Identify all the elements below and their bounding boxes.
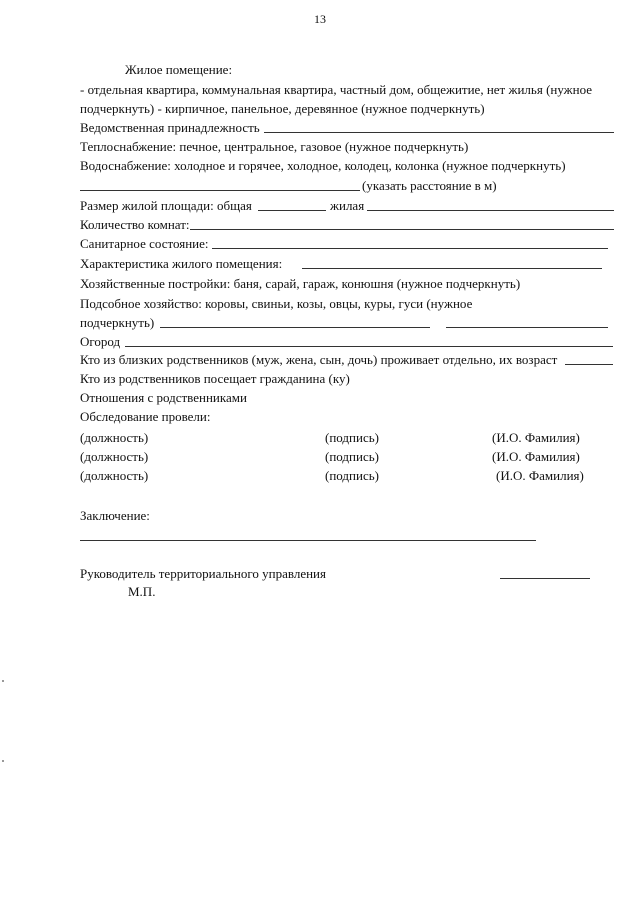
water-distance-field[interactable] xyxy=(80,190,360,191)
signature-name: (И.О. Фамилия) xyxy=(492,449,580,464)
signature-name: (И.О. Фамилия) xyxy=(492,430,580,445)
relations-label: Отношения с родственниками xyxy=(80,390,247,405)
sanitary-field[interactable] xyxy=(212,248,608,249)
relatives-visit-label: Кто из родственников посещает гражданина (ку) xyxy=(80,371,350,386)
farm-field-1[interactable] xyxy=(160,327,430,328)
heating-line: Теплоснабжение: печное, центральное, газовое (нужное подчеркнуть) xyxy=(80,139,469,154)
garden-label: Огород xyxy=(80,334,121,349)
conclusion-label: Заключение: xyxy=(80,508,150,523)
department-label: Ведомственная принадлежность xyxy=(80,120,260,135)
stamp-label: М.П. xyxy=(128,584,156,599)
housing-heading: Жилое помещение: xyxy=(125,62,233,77)
outbuildings-line: Хозяйственные постройки: баня, сарай, гараж, конюшня (нужное подчеркнуть) xyxy=(80,276,521,291)
signature-sign: (подпись) xyxy=(325,449,379,464)
characteristics-field[interactable] xyxy=(302,268,602,269)
head-signature-label: Руководитель территориального управления xyxy=(80,566,326,581)
rooms-label: Количество комнат: xyxy=(80,217,190,232)
rooms-field[interactable] xyxy=(190,229,614,230)
garden-field[interactable] xyxy=(125,346,613,347)
farm-line1: Подсобное хозяйство: коровы, свиньи, козы, овцы, куры, гуси (нужное xyxy=(80,296,473,311)
relatives-apart-field[interactable] xyxy=(565,364,613,365)
relatives-apart-label: Кто из близких родственников (муж, жена, сын, дочь) проживает отдельно, их возраст xyxy=(80,352,558,367)
area-living-label: жилая xyxy=(330,198,365,213)
scan-mark xyxy=(2,680,4,682)
characteristics-label: Характеристика жилого помещения: xyxy=(80,256,283,271)
signature-position: (должность) xyxy=(80,449,149,464)
area-total-label: Размер жилой площади: общая xyxy=(80,198,252,213)
department-field[interactable] xyxy=(264,132,614,133)
head-signature-field[interactable] xyxy=(500,578,590,579)
signature-position: (должность) xyxy=(80,468,149,483)
signature-sign: (подпись) xyxy=(325,468,379,483)
housing-types-line1: - отдельная квартира, коммунальная квартира, частный дом, общежитие, нет жилья (нужное xyxy=(80,82,593,97)
area-total-field[interactable] xyxy=(258,210,326,211)
signature-position: (должность) xyxy=(80,430,149,445)
distance-hint: (указать расстояние в м) xyxy=(362,178,497,193)
sanitary-label: Санитарное состояние: xyxy=(80,236,209,251)
farm-line2: подчеркнуть) xyxy=(80,315,155,330)
page-number: 13 xyxy=(314,12,326,26)
conclusion-field[interactable] xyxy=(80,540,536,541)
scan-mark xyxy=(2,760,4,762)
housing-types-line2: подчеркнуть) - кирпичное, панельное, деревянное (нужное подчеркнуть) xyxy=(80,101,485,116)
water-line: Водоснабжение: холодное и горячее, холодное, колодец, колонка (нужное подчеркнуть) xyxy=(80,158,566,173)
area-living-field[interactable] xyxy=(367,210,614,211)
farm-field-2[interactable] xyxy=(446,327,608,328)
inspection-label: Обследование провели: xyxy=(80,409,211,424)
signature-name: (И.О. Фамилия) xyxy=(496,468,584,483)
signature-sign: (подпись) xyxy=(325,430,379,445)
